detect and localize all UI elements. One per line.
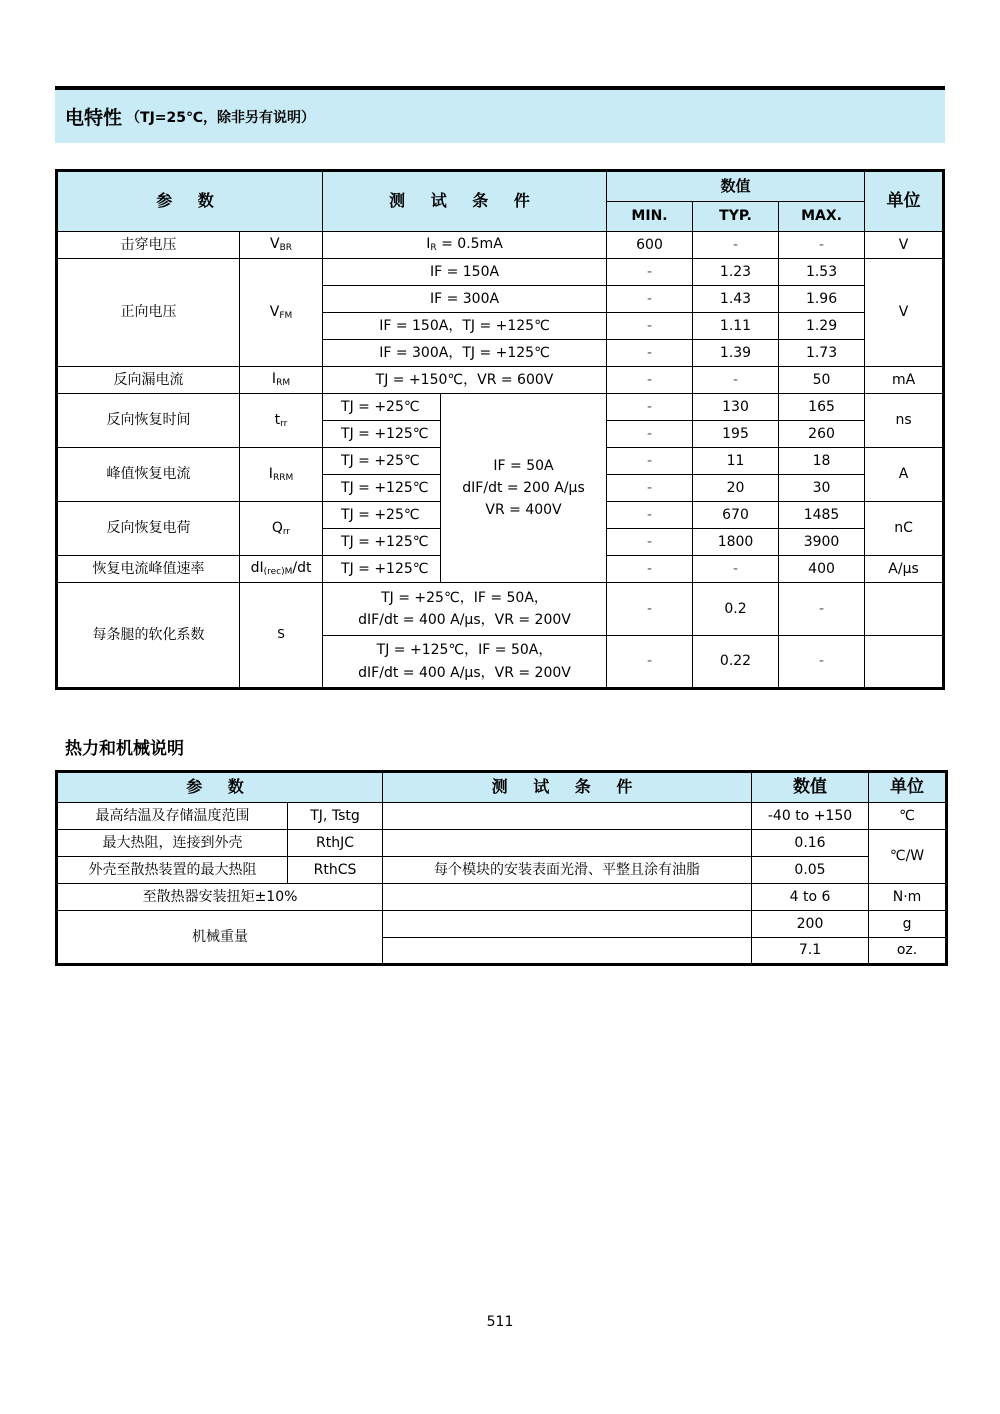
value: 0.05 xyxy=(752,857,869,884)
test-condition: IF = 150A，TJ = +125℃ xyxy=(323,313,607,340)
param-symbol: $I_{RM}$ xyxy=(240,367,323,394)
param-name: 每条腿的软化系数 xyxy=(57,583,240,689)
param-name: 正向电压 xyxy=(57,259,240,367)
unit: A xyxy=(865,448,944,502)
max-value: 260 xyxy=(779,421,865,448)
min-value: - xyxy=(607,556,693,583)
max-value: 165 xyxy=(779,394,865,421)
min-value: - xyxy=(607,475,693,502)
test-condition: TJ = +25℃，IF = 50A， dIF/dt = 400 A/μs，VR = 200V xyxy=(323,583,607,636)
param-symbol: $I_{RRM}$ xyxy=(240,448,323,502)
param-name: 最高结温及存储温度范围 xyxy=(57,803,288,830)
unit: A/μs xyxy=(865,556,944,583)
value: 7.1 xyxy=(752,938,869,965)
thermal-mechanical-table xyxy=(55,770,948,966)
test-condition: TJ = +125℃ xyxy=(323,529,441,556)
min-value: - xyxy=(607,529,693,556)
param-name: 反向恢复时间 xyxy=(57,394,240,448)
param-name: 击穿电压 xyxy=(57,232,240,259)
row-weight xyxy=(57,911,947,938)
row-torque xyxy=(57,884,947,911)
min-value: - xyxy=(607,286,693,313)
typ-value: - xyxy=(693,232,779,259)
value: -40 to +150 xyxy=(752,803,869,830)
typ-value: - xyxy=(693,556,779,583)
unit: N·m xyxy=(869,884,947,911)
section-title-thermal: 热力和机械说明 xyxy=(65,739,184,759)
max-value: 18 xyxy=(779,448,865,475)
max-value: 1.96 xyxy=(779,286,865,313)
header-max: MAX. xyxy=(779,202,865,232)
header-unit: 单位 xyxy=(869,772,947,803)
header-unit: 单位 xyxy=(865,171,944,232)
typ-value: 1.39 xyxy=(693,340,779,367)
header-value: 数值 xyxy=(752,772,869,803)
shared-condition-line: VR = 400V xyxy=(485,502,562,519)
test-condition: 每个模块的安装表面光滑、平整且涂有油脂 xyxy=(383,857,752,884)
test-condition: TJ = +125℃ xyxy=(323,421,441,448)
test-condition: TJ = +25℃ xyxy=(323,394,441,421)
row-softness xyxy=(57,583,944,636)
param-name: 峰值恢复电流 xyxy=(57,448,240,502)
typ-value: 130 xyxy=(693,394,779,421)
row-irm xyxy=(57,367,944,394)
unit: V xyxy=(865,232,944,259)
test-condition xyxy=(383,938,752,965)
row-rthcs xyxy=(57,857,947,884)
typ-value: 670 xyxy=(693,502,779,529)
row-vbr xyxy=(57,232,944,259)
param-symbol: $V_{BR}$ xyxy=(240,232,323,259)
min-value: - xyxy=(607,421,693,448)
value: 200 xyxy=(752,911,869,938)
unit: oz. xyxy=(869,938,947,965)
header-cond: 测 试 条 件 xyxy=(383,772,752,803)
unit xyxy=(865,583,944,636)
section-title: 电特性 xyxy=(65,107,123,129)
min-value: - xyxy=(607,259,693,286)
header-cond: 测 试 条 件 xyxy=(323,171,607,232)
header-param: 参 数 xyxy=(57,772,383,803)
min-value: - xyxy=(607,583,693,636)
test-condition: TJ = +150℃，VR = 600V xyxy=(323,367,607,394)
unit: ℃ xyxy=(869,803,947,830)
unit: mA xyxy=(865,367,944,394)
min-value: - xyxy=(607,340,693,367)
shared-condition-line: dIF/dt = 200 A/μs xyxy=(462,479,585,496)
section-header-electrical xyxy=(55,86,945,143)
param-symbol: RthJC xyxy=(288,830,383,857)
row-vfm xyxy=(57,259,944,286)
param-name: 反向漏电流 xyxy=(57,367,240,394)
param-name: 最大热阻，连接到外壳 xyxy=(57,830,288,857)
test-condition: IF = 300A，TJ = +125℃ xyxy=(323,340,607,367)
row-trr xyxy=(57,394,944,421)
unit xyxy=(865,636,944,689)
max-value: 400 xyxy=(779,556,865,583)
param-symbol: $V_{FM}$ xyxy=(240,259,323,367)
typ-value: 0.22 xyxy=(693,636,779,689)
max-value: - xyxy=(779,583,865,636)
test-condition: TJ = +25℃ xyxy=(323,502,441,529)
param-symbol: TJ, Tstg xyxy=(288,803,383,830)
typ-value: - xyxy=(693,367,779,394)
typ-value: 195 xyxy=(693,421,779,448)
typ-value: 1.11 xyxy=(693,313,779,340)
min-value: - xyxy=(607,448,693,475)
test-condition: TJ = +125℃，IF = 50A， dIF/dt = 400 A/μs，VR = 200V xyxy=(323,636,607,689)
header-value: 数值 xyxy=(607,171,865,202)
typ-value: 20 xyxy=(693,475,779,502)
unit: nC xyxy=(865,502,944,556)
min-value: - xyxy=(607,394,693,421)
value: 0.16 xyxy=(752,830,869,857)
max-value: 50 xyxy=(779,367,865,394)
max-value: 1.53 xyxy=(779,259,865,286)
unit: g xyxy=(869,911,947,938)
param-symbol: $Q_{rr}$ xyxy=(240,502,323,556)
max-value: 3900 xyxy=(779,529,865,556)
test-condition xyxy=(383,803,752,830)
test-condition: TJ = +125℃ xyxy=(323,475,441,502)
shared-condition xyxy=(441,394,607,583)
max-value: 1.29 xyxy=(779,313,865,340)
param-name: 至散热器安装扭矩±10% xyxy=(57,884,383,911)
param-symbol: $dI_{(rec)M}/dt$ xyxy=(240,556,323,583)
min-value: - xyxy=(607,313,693,340)
shared-condition-line: IF = 50A xyxy=(493,457,554,474)
test-condition xyxy=(383,830,752,857)
page-number: 511 xyxy=(486,1314,514,1330)
header-min: MIN. xyxy=(607,202,693,232)
test-condition: $I_R = 0.5mA$ xyxy=(323,232,607,259)
param-name: 机械重量 xyxy=(57,911,383,965)
unit: V xyxy=(865,259,944,367)
param-symbol: RthCS xyxy=(288,857,383,884)
param-symbol: $t_{rr}$ xyxy=(240,394,323,448)
max-value: 30 xyxy=(779,475,865,502)
min-value: - xyxy=(607,367,693,394)
param-name: 反向恢复电荷 xyxy=(57,502,240,556)
typ-value: 1.43 xyxy=(693,286,779,313)
param-symbol: S xyxy=(240,583,323,689)
test-condition: IF = 300A xyxy=(323,286,607,313)
unit: ns xyxy=(865,394,944,448)
value: 4 to 6 xyxy=(752,884,869,911)
min-value: 600 xyxy=(607,232,693,259)
row-tj xyxy=(57,803,947,830)
header-param: 参 数 xyxy=(57,171,323,232)
header-typ: TYP. xyxy=(693,202,779,232)
max-value: 1485 xyxy=(779,502,865,529)
max-value: 1.73 xyxy=(779,340,865,367)
max-value: - xyxy=(779,232,865,259)
typ-value: 11 xyxy=(693,448,779,475)
test-condition xyxy=(383,884,752,911)
typ-value: 1800 xyxy=(693,529,779,556)
unit: ℃/W xyxy=(869,830,947,884)
row-rthjc xyxy=(57,830,947,857)
section-condition: （TJ=25℃，除非另有说明） xyxy=(126,109,315,126)
test-condition: TJ = +125℃ xyxy=(323,556,441,583)
typ-value: 1.23 xyxy=(693,259,779,286)
param-name: 外壳至散热装置的最大热阻 xyxy=(57,857,288,884)
min-value: - xyxy=(607,502,693,529)
electrical-characteristics-table xyxy=(55,169,945,690)
min-value: - xyxy=(607,636,693,689)
typ-value: 0.2 xyxy=(693,583,779,636)
test-condition: TJ = +25℃ xyxy=(323,448,441,475)
test-condition xyxy=(383,911,752,938)
test-condition: IF = 150A xyxy=(323,259,607,286)
max-value: - xyxy=(779,636,865,689)
param-name: 恢复电流峰值速率 xyxy=(57,556,240,583)
